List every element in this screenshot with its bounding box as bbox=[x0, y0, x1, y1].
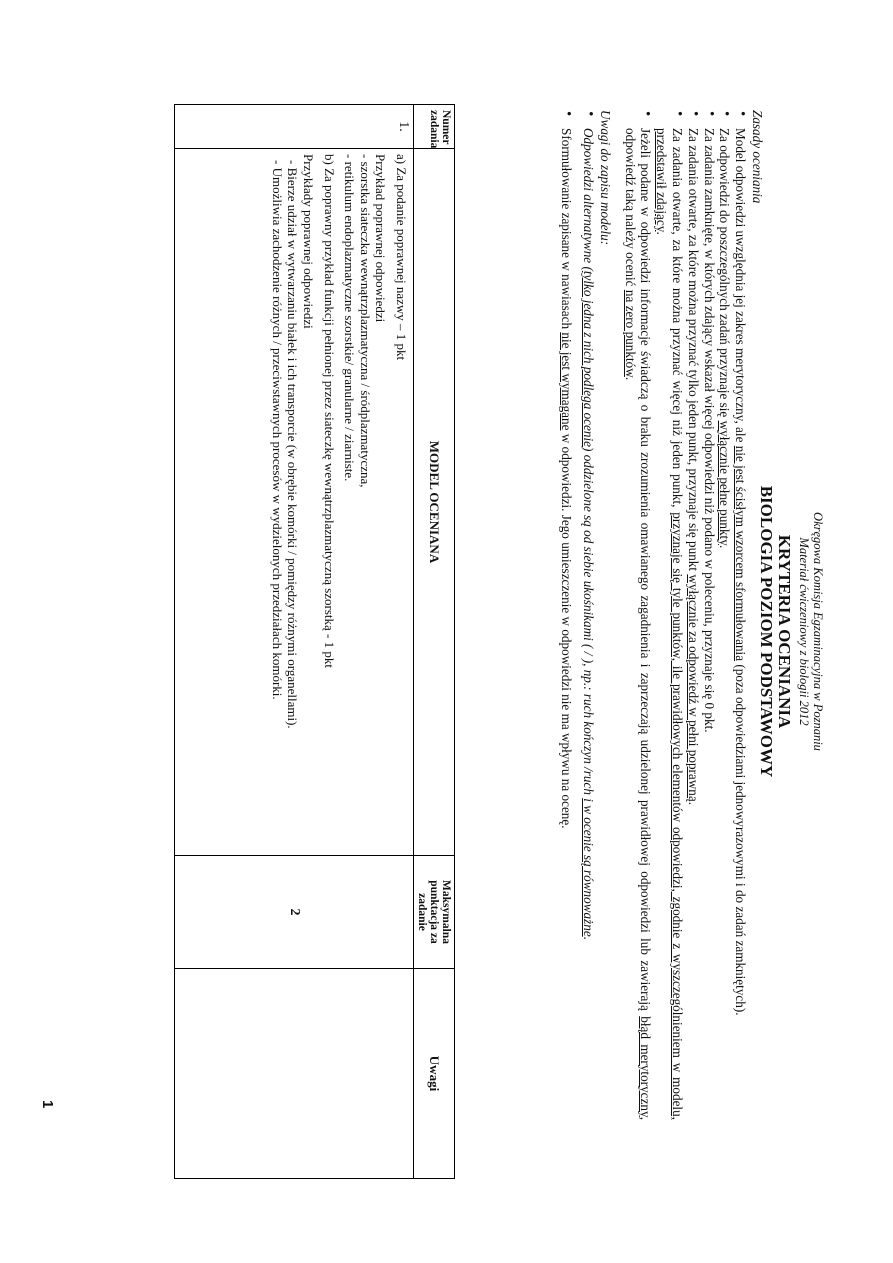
notes-cell bbox=[175, 969, 414, 1179]
document-header bbox=[757, 0, 825, 1263]
rule-item: • Za odpowiedzi do poszczególnych zadań przyznaje się wyłącznie pełne punkty. bbox=[717, 128, 733, 1120]
note-item: • Odpowiedzi alternatywne (tylko jedna z nich podlega ocenie) oddzielone są od siebie ukośnikami ( / ), np.: ruch kończyn /ruch i w ocenie są równoważne. bbox=[580, 128, 596, 1120]
document-subtitle: BIOLOGIA POZIOM PODSTAWOWY bbox=[757, 485, 776, 778]
part-a-answer: - szorstka siateczka wewnątrzplazmatyczna / śródplazmatyczna, bbox=[357, 154, 373, 488]
part-a-example-label: Przykład poprawnej odpowiedzi bbox=[373, 154, 389, 323]
model-answer-cell bbox=[175, 149, 414, 856]
table-header-row bbox=[414, 105, 455, 1179]
part-b-example-label: Przykłady poprawnej odpowiedzi bbox=[301, 154, 317, 329]
table-row bbox=[175, 105, 414, 1179]
header-max-points: Maksymalna punktacja za zadanie bbox=[414, 856, 455, 969]
part-b-title: b) Za poprawny przykład funkcji pełnionej przez siateczkę wewnątrzplazmatyczną szorstką - 1 pkt bbox=[321, 154, 337, 669]
part-a-title: a) Za podanie poprawnej nazwy – 1 pkt bbox=[394, 154, 409, 361]
rules-title: Zasady oceniania bbox=[750, 110, 765, 204]
grading-table bbox=[174, 104, 455, 1179]
material-line: Materiał ćwiczeniowy z biologii 2012 bbox=[797, 537, 811, 726]
part-b-answer: - Bierze udział w wytwarzaniu białek i ich transporcie (w obrębie komórki / pomiędzy różnymi organellami). bbox=[285, 160, 301, 729]
notes-list bbox=[558, 110, 596, 1120]
rules-list bbox=[622, 110, 748, 1120]
rule-item: • Za zadania zamknięte, w których zdający wskazał więcej odpowiedzi niż podano w poleceniu, przyznaje się 0 pkt. bbox=[701, 128, 717, 1120]
note-item: • Sformułowanie zapisane w nawiasach nie jest wymagane w odpowiedzi. Jego umieszczenie w odpowiedzi nie ma wpływu na ocenę. bbox=[558, 128, 574, 1120]
part-a-answer: - retikulum endoplazmatyczne szorstkie/ granularne / ziarniste. bbox=[342, 154, 358, 482]
rule-item: • Za zadania otwarte, za które można przyznać więcej niż jeden punkt, przyznaje się tyle punktów, ile prawidłowych elementów odpowiedzi, zgodnie z wyszczególnieniem w modelu, przedstawił zdający. bbox=[653, 128, 685, 1120]
document-title: KRYTERIA OCENIANIA bbox=[775, 534, 794, 729]
institution-line: Okręgowa Komisja Egzaminacyjna w Poznaniu bbox=[811, 512, 825, 751]
header-notes: Uwagi bbox=[414, 969, 455, 1179]
header-model: MODEL OCENIANA bbox=[414, 149, 455, 856]
rule-item: • Jeżeli podane w odpowiedzi informacje świadczą o braku zrozumienia omawianego zagadnienia i zaprzeczają udzielonej prawidłowej odpowiedzi lub zawierają błąd merytoryczny, odpowiedź taką należy ocenić na zero punktów. bbox=[622, 128, 654, 1120]
part-b-answer: - Umożliwia zachodzenie różnych / przeciwstawnych procesów w wydzielonych przedziałach komórki. bbox=[269, 160, 285, 700]
header-task-number: Numer zadania bbox=[414, 105, 455, 149]
rules-section bbox=[558, 110, 765, 1120]
rule-item: • Model odpowiedzi uwzględnia jej zakres merytoryczny, ale nie jest ścisłym wzorcem sformułowania (poza odpowiedziami jednowyrazowymi i do zadań zamkniętych). bbox=[732, 128, 748, 1120]
task-number-cell: 1. bbox=[175, 105, 414, 149]
max-points-cell: 2 bbox=[175, 856, 414, 969]
notes-title: Uwagi do zapisu modelu: bbox=[597, 110, 613, 246]
rule-item: • Za zadania otwarte, za które można przyznać tylko jeden punkt, przyznaje się punkt wyłącznie za odpowiedź w pełni poprawną. bbox=[685, 128, 701, 1120]
page-number: 1 bbox=[39, 1100, 56, 1109]
